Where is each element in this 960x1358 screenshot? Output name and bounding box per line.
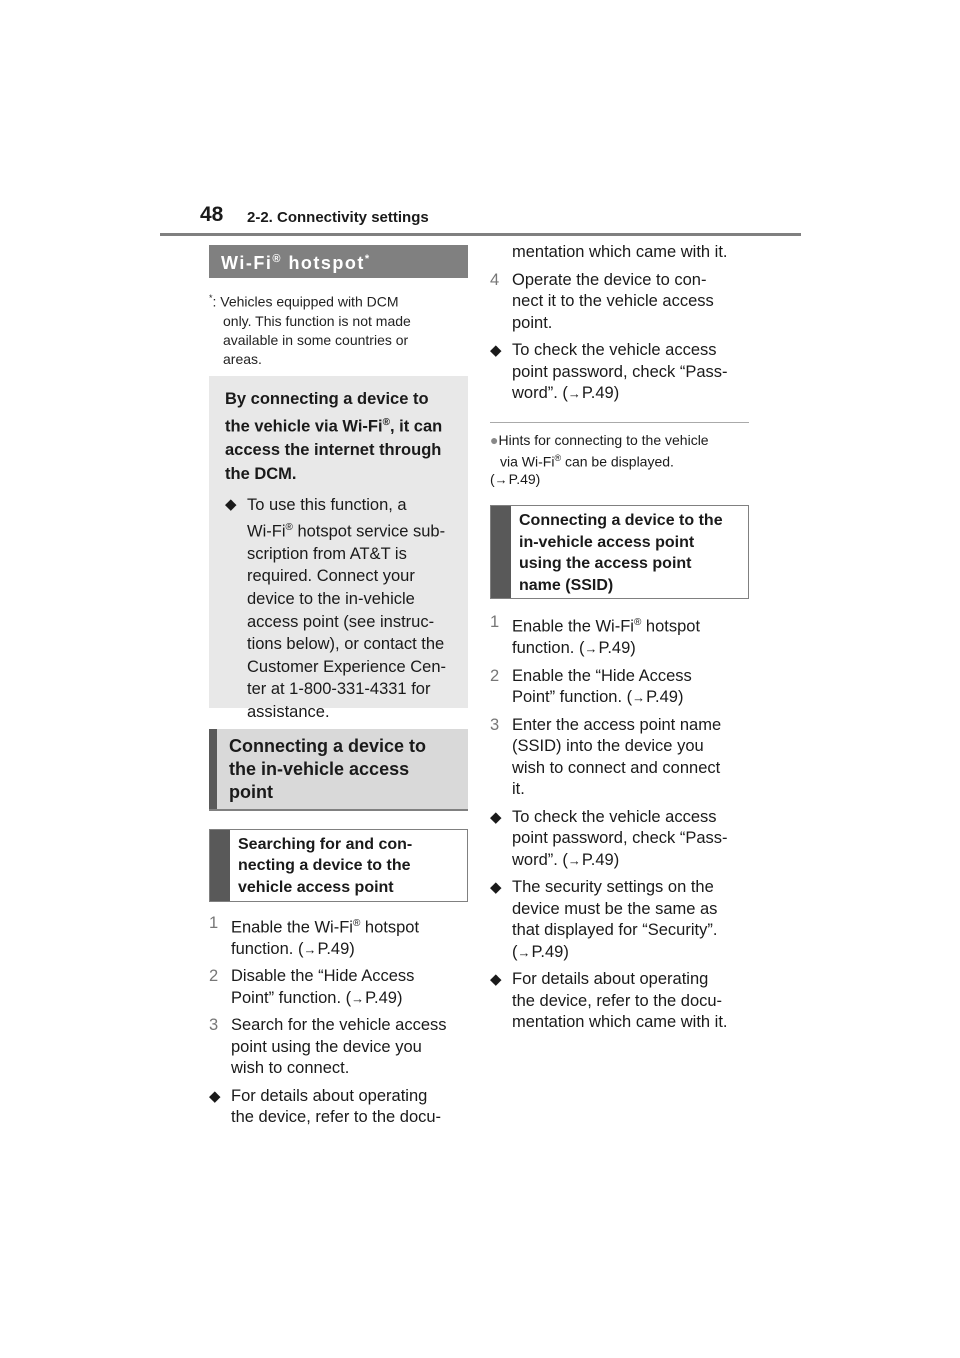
bullet-dot-icon: ● xyxy=(490,431,499,448)
section-title: 2-2. Connectivity settings xyxy=(247,209,429,226)
bullet-item: ◆ The security settings on the device must be the same as that displayed for “Security”. (→P.49) xyxy=(490,877,752,963)
connecting-heading: Connecting a device to the in-vehicle access point xyxy=(209,729,468,809)
right-column xyxy=(490,242,752,1034)
step-item: 3 Search for the vehicle access point using the device you wish to connect. xyxy=(209,1016,447,1078)
heading-text: Wi-Fi® hotspot* xyxy=(221,252,371,273)
diamond-bullet-icon: ◆ xyxy=(225,496,237,514)
header-rule xyxy=(160,233,801,236)
availability-note: *: Vehicles equipped with DCM only. This function is not made available in some countries or areas. xyxy=(209,293,411,367)
arrow-icon: → xyxy=(517,944,531,960)
diamond-bullet-icon: ◆ xyxy=(490,971,502,989)
step-item: 1 Enable the Wi-Fi® hotspot function. (→P.49) xyxy=(209,913,468,961)
arrow-icon: → xyxy=(567,852,581,868)
arrow-icon: → xyxy=(494,472,508,488)
heading-rule xyxy=(209,809,468,811)
step-item: 3 Enter the access point name (SSID) into the device you wish to connect and connect it. xyxy=(490,715,722,799)
ssid-box: Connecting a device to the in-vehicle access point using the access point name (SSID) xyxy=(490,505,749,599)
arrow-icon: → xyxy=(584,641,598,657)
bullet-item: ◆ For details about operating the device, refer to the docu- xyxy=(209,1086,442,1127)
diamond-bullet-icon: ◆ xyxy=(209,1087,221,1105)
info-box xyxy=(209,376,468,721)
diamond-bullet-icon: ◆ xyxy=(490,879,502,897)
bullet-item: ◆ For details about operating the device, refer to the docu- mentation which came with it. xyxy=(490,970,728,1032)
arrow-icon: → xyxy=(303,941,317,957)
wifi-hotspot-heading xyxy=(209,245,468,278)
info-bullet: ◆ To use this function, a Wi-Fi® hotspot service sub- scription from AT&T is required. Connect your device to the in-vehicle access point (see instruc- tions below), or contact the Customer Experience Cen- ter at 1-800-331-4331 for assistance. xyxy=(225,496,446,721)
bullet-item: ◆ To check the vehicle access point password, check “Pass- word”. (→P.49) xyxy=(490,340,752,405)
diamond-bullet-icon: ◆ xyxy=(490,342,502,359)
arrow-icon: → xyxy=(632,690,646,706)
page-number: 48 xyxy=(200,203,224,226)
arrow-icon: → xyxy=(351,990,365,1006)
arrow-icon: → xyxy=(567,386,581,401)
step-item: 4 Operate the device to con- nect it to the vehicle access point. xyxy=(490,270,714,332)
left-column xyxy=(209,245,468,1129)
box-tab xyxy=(210,830,230,901)
step-item: 2 Disable the “Hide Access Point” function. (→P.49) xyxy=(209,966,468,1009)
bullet-item: ◆ To check the vehicle access point password, check “Pass- word”. (→P.49) xyxy=(490,807,752,872)
hint-rule xyxy=(490,422,749,423)
info-lead: By connecting a device to the vehicle via Wi-Fi®, it can access the internet through the DCM. xyxy=(225,389,443,483)
box-tab xyxy=(491,506,511,598)
step-item: 2 Enable the “Hide Access Point” function. (→P.49) xyxy=(490,666,752,709)
diamond-bullet-icon: ◆ xyxy=(490,808,502,826)
search-box: Searching for and con- necting a device to the vehicle access point xyxy=(209,829,468,902)
continuation-text: mentation which came with it. xyxy=(512,243,728,261)
hint-note: ●Hints for connecting to the vehicle via Wi-Fi® can be displayed. (→P.49) xyxy=(490,431,709,488)
step-item: 1 Enable the Wi-Fi® hotspot function. (→P.49) xyxy=(490,612,752,660)
